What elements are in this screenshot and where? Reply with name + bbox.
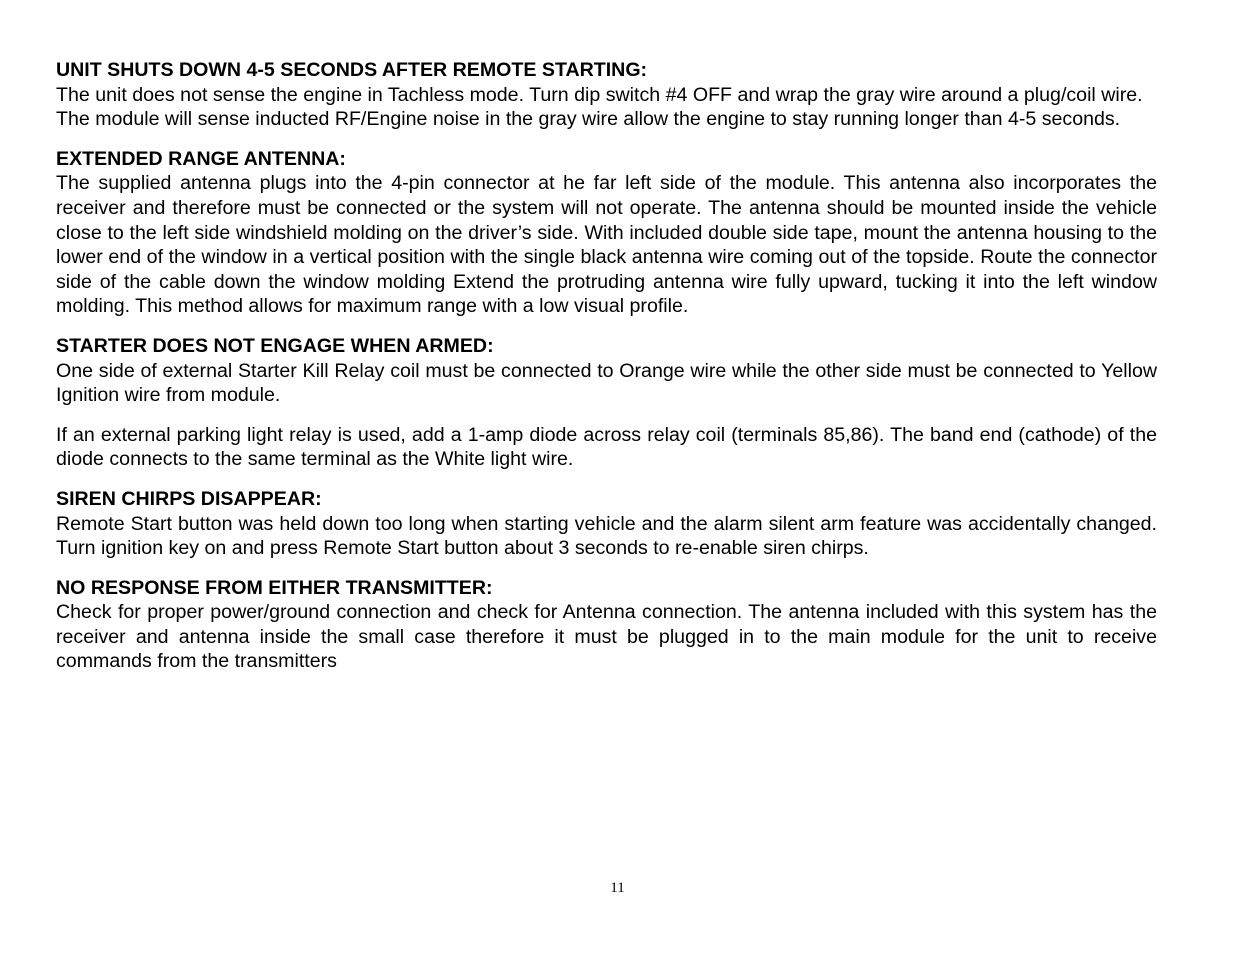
section-siren-chirps-disappear	[56, 487, 1157, 561]
section-paragraph: Check for proper power/ground connection and check for Antenna connection. The antenna included with this system has the receiver and antenna inside the small case therefore it must be plugged in to the main module for the unit to receive commands from the transmitters	[56, 601, 1157, 673]
section-paragraph: One side of external Starter Kill Relay coil must be connected to Orange wire while the other side must be connected to Yellow Ignition wire from module.	[56, 359, 1157, 407]
section-heading: EXTENDED RANGE ANTENNA:	[56, 147, 346, 170]
section-heading: NO RESPONSE FROM EITHER TRANSMITTER:	[56, 576, 493, 599]
section-heading: SIREN CHIRPS DISAPPEAR:	[56, 487, 322, 510]
section-heading: STARTER DOES NOT ENGAGE WHEN ARMED:	[56, 334, 494, 357]
section-starter-does-not-engage	[56, 334, 1157, 472]
document-body	[56, 58, 1157, 689]
section-paragraph: Remote Start button was held down too long when starting vehicle and the alarm silent arm feature was accidentally changed. Turn ignition key on and press Remote Start button about 3 seconds to re-enable siren chirps.	[56, 512, 1157, 560]
section-unit-shuts-down	[56, 58, 1157, 132]
section-paragraph: The unit does not sense the engine in Tachless mode. Turn dip switch #4 OFF and wrap the gray wire around a plug/coil wire. The module will sense inducted RF/Engine noise in the gray wire allow the engine to stay running longer than 4-5 seconds.	[56, 83, 1143, 131]
section-paragraph: If an external parking light relay is used, add a 1-amp diode across relay coil (terminals 85,86). The band end (cathode) of the diode connects to the same terminal as the White light wire.	[56, 423, 1157, 471]
section-no-response-transmitter	[56, 576, 1157, 674]
section-heading: UNIT SHUTS DOWN 4-5 SECONDS AFTER REMOTE STARTING:	[56, 59, 648, 81]
section-extended-range-antenna	[56, 147, 1157, 319]
page-number: 11	[610, 880, 625, 896]
section-paragraph: The supplied antenna plugs into the 4-pin connector at he far left side of the module. This antenna also incorporates the receiver and therefore must be connected or the system will not operate. The antenna should be mounted inside the vehicle close to the left side windshield molding on the driver’s side. With included double side tape, mount the antenna housing to the lower end of the window in a vertical position with the single black antenna wire coming out of the topside. Route the connector side of the cable down the window molding Extend the protruding antenna wire fully upward, tucking it into the left window molding. This method allows for maximum range with a low visual profile.	[56, 172, 1157, 318]
